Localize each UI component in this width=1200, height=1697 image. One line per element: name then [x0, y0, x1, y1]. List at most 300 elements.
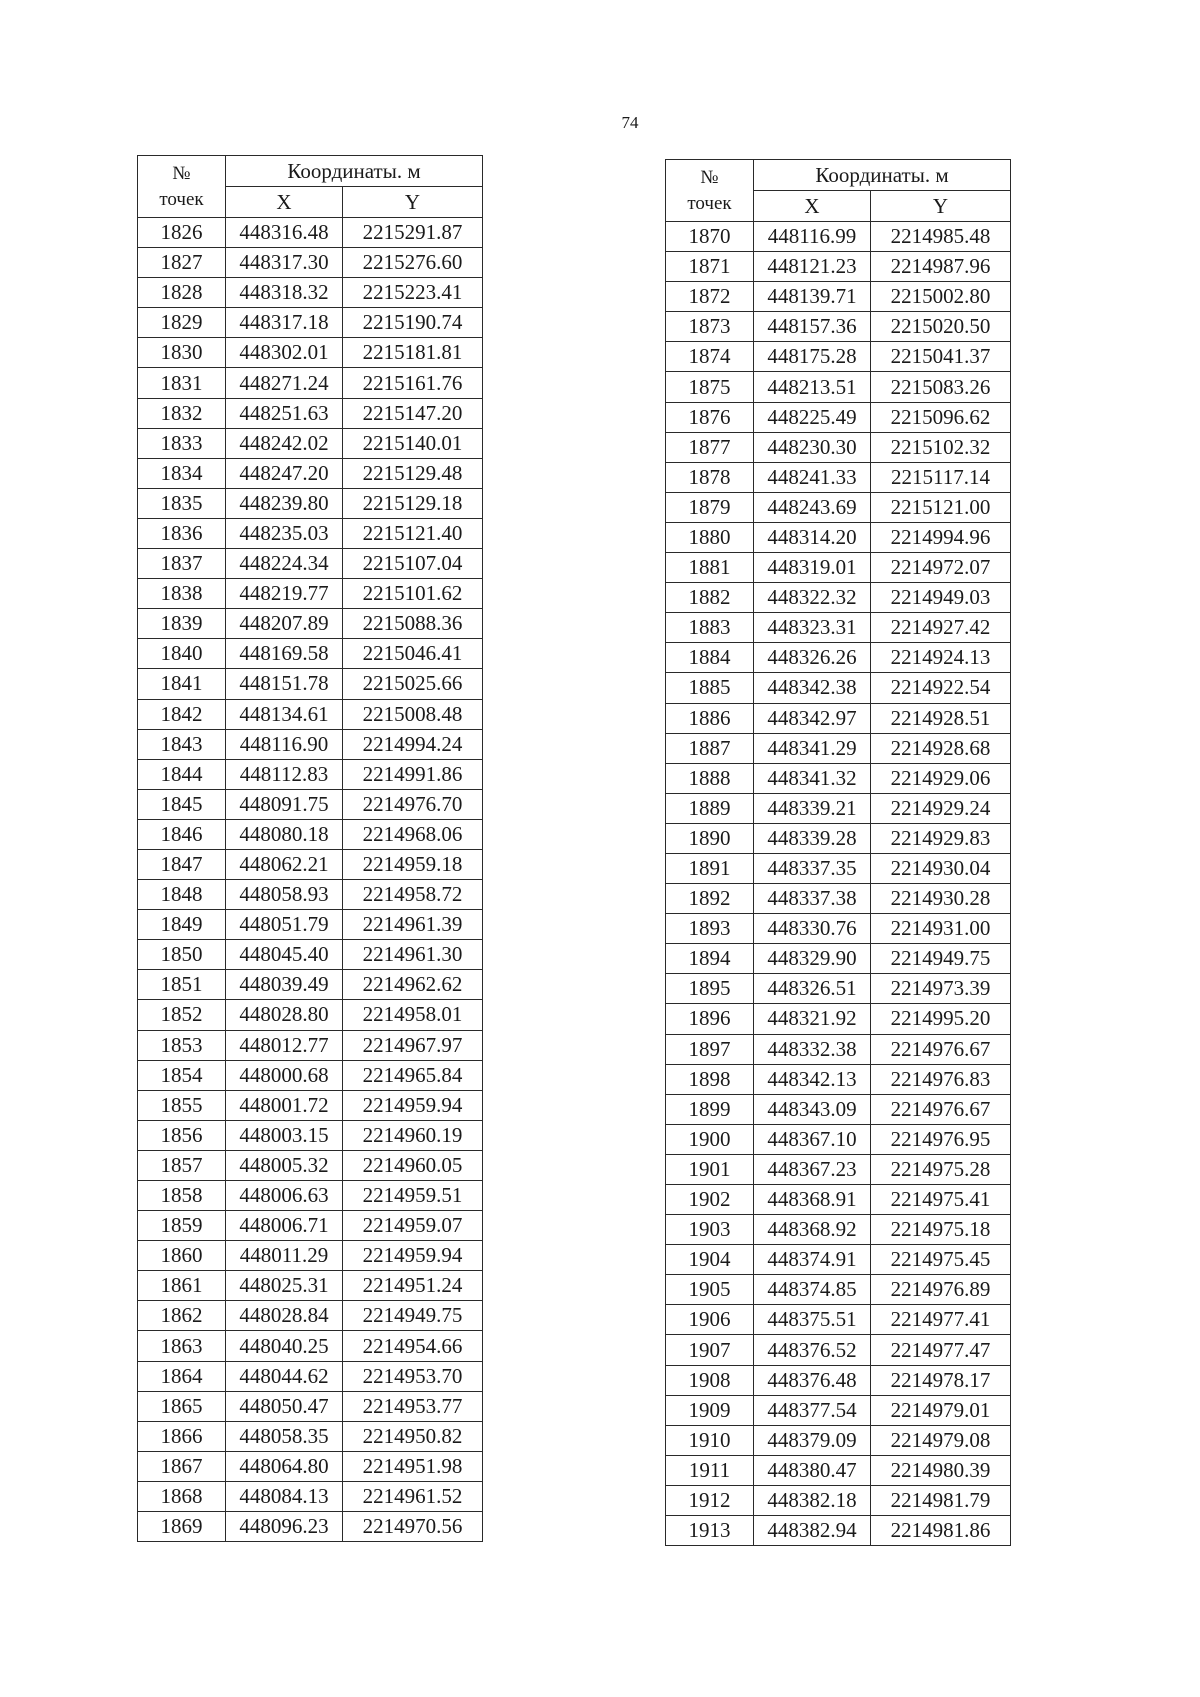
y-coordinate-cell: 2214961.52	[343, 1481, 483, 1511]
x-coordinate-cell: 448239.80	[226, 488, 343, 518]
point-number-cell: 1884	[666, 643, 754, 673]
point-number-cell: 1852	[138, 1000, 226, 1030]
x-coordinate-cell: 448379.09	[754, 1425, 871, 1455]
table-row	[138, 1000, 483, 1030]
x-coordinate-cell: 448302.01	[226, 338, 343, 368]
x-coordinate-cell: 448116.90	[226, 729, 343, 759]
x-coordinate-cell: 448368.92	[754, 1215, 871, 1245]
y-coordinate-cell: 2214994.24	[343, 729, 483, 759]
y-coordinate-cell: 2214995.20	[871, 1004, 1011, 1034]
x-coordinate-cell: 448207.89	[226, 609, 343, 639]
point-number-cell: 1879	[666, 492, 754, 522]
point-number-cell: 1844	[138, 759, 226, 789]
table-row	[138, 308, 483, 338]
point-number-cell: 1908	[666, 1365, 754, 1395]
x-coordinate-cell: 448213.51	[754, 372, 871, 402]
x-coordinate-cell: 448377.54	[754, 1395, 871, 1425]
y-coordinate-cell: 2215083.26	[871, 372, 1011, 402]
table-row	[666, 462, 1011, 492]
y-coordinate-cell: 2215181.81	[343, 338, 483, 368]
point-number-cell: 1851	[138, 970, 226, 1000]
x-coordinate-cell: 448316.48	[226, 218, 343, 248]
table-row	[666, 1034, 1011, 1064]
point-number-cell: 1830	[138, 338, 226, 368]
y-coordinate-cell: 2215008.48	[343, 699, 483, 729]
x-coordinate-cell: 448251.63	[226, 398, 343, 428]
x-coordinate-cell: 448342.97	[754, 703, 871, 733]
coordinates-header: Координаты. м	[754, 160, 1011, 191]
x-coordinate-cell: 448012.77	[226, 1030, 343, 1060]
table-row	[666, 1365, 1011, 1395]
coordinates-table-left	[137, 155, 483, 1542]
y-coordinate-cell: 2214976.70	[343, 789, 483, 819]
x-coordinate-cell: 448271.24	[226, 368, 343, 398]
y-coordinate-cell: 2215002.80	[871, 282, 1011, 312]
point-number-label: №	[172, 162, 191, 184]
x-coordinate-cell: 448319.01	[754, 553, 871, 583]
x-coordinate-cell: 448367.23	[754, 1154, 871, 1184]
table-row	[138, 699, 483, 729]
point-number-cell: 1872	[666, 282, 754, 312]
y-coordinate-cell: 2214959.18	[343, 849, 483, 879]
point-number-cell: 1910	[666, 1425, 754, 1455]
x-coordinate-cell: 448044.62	[226, 1361, 343, 1391]
point-number-cell: 1902	[666, 1185, 754, 1215]
y-coordinate-cell: 2215046.41	[343, 639, 483, 669]
point-number-header	[666, 160, 754, 222]
y-coordinate-cell: 2214953.77	[343, 1391, 483, 1421]
table-row	[138, 1181, 483, 1211]
x-coordinate-cell: 448382.94	[754, 1516, 871, 1546]
x-coordinate-cell: 448235.03	[226, 518, 343, 548]
point-number-cell: 1870	[666, 222, 754, 252]
point-number-cell: 1835	[138, 488, 226, 518]
table-row	[138, 1211, 483, 1241]
y-header: Y	[871, 191, 1011, 222]
point-number-cell: 1880	[666, 522, 754, 552]
y-coordinate-cell: 2214978.17	[871, 1365, 1011, 1395]
y-coordinate-cell: 2214980.39	[871, 1455, 1011, 1485]
point-number-cell: 1831	[138, 368, 226, 398]
point-number-cell: 1881	[666, 553, 754, 583]
y-coordinate-cell: 2214961.39	[343, 910, 483, 940]
table-row	[138, 1060, 483, 1090]
y-coordinate-cell: 2214953.70	[343, 1361, 483, 1391]
y-coordinate-cell: 2214928.68	[871, 733, 1011, 763]
point-number-cell: 1861	[138, 1271, 226, 1301]
point-number-cell: 1854	[138, 1060, 226, 1090]
point-number-cell: 1865	[138, 1391, 226, 1421]
table-row	[666, 312, 1011, 342]
y-coordinate-cell: 2214950.82	[343, 1421, 483, 1451]
table-row	[138, 1271, 483, 1301]
table-row	[666, 643, 1011, 673]
table-row	[138, 458, 483, 488]
x-coordinate-cell: 448343.09	[754, 1094, 871, 1124]
table-row	[666, 613, 1011, 643]
x-coordinate-cell: 448219.77	[226, 579, 343, 609]
y-coordinate-cell: 2214959.51	[343, 1181, 483, 1211]
x-coordinate-cell: 448058.35	[226, 1421, 343, 1451]
table-row	[666, 763, 1011, 793]
y-coordinate-cell: 2214958.01	[343, 1000, 483, 1030]
point-number-cell: 1911	[666, 1455, 754, 1485]
point-number-cell: 1837	[138, 549, 226, 579]
x-coordinate-cell: 448051.79	[226, 910, 343, 940]
point-number-cell: 1905	[666, 1275, 754, 1305]
point-number-cell: 1856	[138, 1120, 226, 1150]
x-coordinate-cell: 448321.92	[754, 1004, 871, 1034]
y-coordinate-cell: 2214949.03	[871, 583, 1011, 613]
y-coordinate-cell: 2215020.50	[871, 312, 1011, 342]
point-number-cell: 1842	[138, 699, 226, 729]
table-row	[666, 1064, 1011, 1094]
y-coordinate-cell: 2214951.98	[343, 1451, 483, 1481]
x-coordinate-cell: 448382.18	[754, 1485, 871, 1515]
point-number-cell: 1864	[138, 1361, 226, 1391]
x-coordinate-cell: 448121.23	[754, 252, 871, 282]
x-coordinate-cell: 448247.20	[226, 458, 343, 488]
table-row	[666, 673, 1011, 703]
x-coordinate-cell: 448175.28	[754, 342, 871, 372]
x-coordinate-cell: 448317.30	[226, 248, 343, 278]
x-coordinate-cell: 448374.85	[754, 1275, 871, 1305]
y-coordinate-cell: 2214976.95	[871, 1124, 1011, 1154]
point-number-cell: 1874	[666, 342, 754, 372]
table-row	[138, 759, 483, 789]
x-coordinate-cell: 448028.80	[226, 1000, 343, 1030]
point-number-cell: 1847	[138, 849, 226, 879]
y-coordinate-cell: 2214959.94	[343, 1090, 483, 1120]
y-coordinate-cell: 2215096.62	[871, 402, 1011, 432]
x-coordinate-cell: 448116.99	[754, 222, 871, 252]
table-row	[138, 278, 483, 308]
point-number-cell: 1868	[138, 1481, 226, 1511]
y-coordinate-cell: 2214970.56	[343, 1512, 483, 1542]
table-row	[138, 1120, 483, 1150]
point-number-cell: 1862	[138, 1301, 226, 1331]
point-number-cell: 1827	[138, 248, 226, 278]
point-number-cell: 1871	[666, 252, 754, 282]
table-row	[666, 1485, 1011, 1515]
table-row	[138, 609, 483, 639]
x-coordinate-cell: 448050.47	[226, 1391, 343, 1421]
point-number-cell: 1901	[666, 1154, 754, 1184]
table-row	[666, 1425, 1011, 1455]
coordinates-header: Координаты. м	[226, 156, 483, 187]
table-row	[666, 823, 1011, 853]
table-row	[138, 488, 483, 518]
point-number-cell: 1892	[666, 884, 754, 914]
x-coordinate-cell: 448230.30	[754, 432, 871, 462]
y-coordinate-cell: 2214972.07	[871, 553, 1011, 583]
point-number-cell: 1877	[666, 432, 754, 462]
table-row	[666, 1395, 1011, 1425]
y-header: Y	[343, 187, 483, 218]
x-coordinate-cell: 448091.75	[226, 789, 343, 819]
point-number-cell: 1894	[666, 944, 754, 974]
x-coordinate-cell: 448342.38	[754, 673, 871, 703]
table-row	[666, 402, 1011, 432]
y-coordinate-cell: 2214930.28	[871, 884, 1011, 914]
table-row	[138, 398, 483, 428]
x-coordinate-cell: 448011.29	[226, 1241, 343, 1271]
y-coordinate-cell: 2215117.14	[871, 462, 1011, 492]
x-coordinate-cell: 448323.31	[754, 613, 871, 643]
x-coordinate-cell: 448326.51	[754, 974, 871, 1004]
point-number-label-2: точек	[159, 188, 204, 210]
table-row	[666, 793, 1011, 823]
table-row	[666, 492, 1011, 522]
table-row	[138, 940, 483, 970]
point-number-cell: 1885	[666, 673, 754, 703]
table-row	[666, 853, 1011, 883]
table-row	[666, 944, 1011, 974]
point-number-cell: 1840	[138, 639, 226, 669]
point-number-cell: 1876	[666, 402, 754, 432]
table-row	[666, 1305, 1011, 1335]
y-coordinate-cell: 2214991.86	[343, 759, 483, 789]
table-row	[138, 1451, 483, 1481]
y-coordinate-cell: 2214960.19	[343, 1120, 483, 1150]
point-number-cell: 1828	[138, 278, 226, 308]
y-coordinate-cell: 2215121.40	[343, 518, 483, 548]
x-coordinate-cell: 448062.21	[226, 849, 343, 879]
x-coordinate-cell: 448096.23	[226, 1512, 343, 1542]
x-coordinate-cell: 448314.20	[754, 522, 871, 552]
table-row	[666, 432, 1011, 462]
table-row	[666, 372, 1011, 402]
table-row	[138, 1361, 483, 1391]
point-number-cell: 1878	[666, 462, 754, 492]
point-number-cell: 1904	[666, 1245, 754, 1275]
point-number-cell: 1869	[138, 1512, 226, 1542]
y-coordinate-cell: 2214961.30	[343, 940, 483, 970]
x-coordinate-cell: 448039.49	[226, 970, 343, 1000]
table-row	[138, 218, 483, 248]
table-row	[666, 1215, 1011, 1245]
y-coordinate-cell: 2214975.41	[871, 1185, 1011, 1215]
y-coordinate-cell: 2214981.79	[871, 1485, 1011, 1515]
x-coordinate-cell: 448064.80	[226, 1451, 343, 1481]
table-row	[138, 1150, 483, 1180]
point-number-header	[138, 156, 226, 218]
y-coordinate-cell: 2214973.39	[871, 974, 1011, 1004]
point-number-cell: 1889	[666, 793, 754, 823]
point-number-cell: 1875	[666, 372, 754, 402]
x-coordinate-cell: 448005.32	[226, 1150, 343, 1180]
x-coordinate-cell: 448367.10	[754, 1124, 871, 1154]
table-row	[666, 222, 1011, 252]
x-coordinate-cell: 448003.15	[226, 1120, 343, 1150]
table-row	[666, 1154, 1011, 1184]
point-number-cell: 1829	[138, 308, 226, 338]
x-coordinate-cell: 448000.68	[226, 1060, 343, 1090]
y-coordinate-cell: 2214929.83	[871, 823, 1011, 853]
point-number-cell: 1906	[666, 1305, 754, 1335]
y-coordinate-cell: 2215102.32	[871, 432, 1011, 462]
table-row	[666, 703, 1011, 733]
table-row	[138, 910, 483, 940]
page-number: 74	[621, 113, 639, 132]
point-number-cell: 1886	[666, 703, 754, 733]
y-coordinate-cell: 2214987.96	[871, 252, 1011, 282]
y-coordinate-cell: 2214977.41	[871, 1305, 1011, 1335]
table-row	[138, 1331, 483, 1361]
table-row	[138, 338, 483, 368]
point-number-cell: 1843	[138, 729, 226, 759]
table-row	[666, 553, 1011, 583]
table-row	[138, 549, 483, 579]
point-number-cell: 1863	[138, 1331, 226, 1361]
y-coordinate-cell: 2214960.05	[343, 1150, 483, 1180]
table-row	[138, 639, 483, 669]
table-row	[666, 583, 1011, 613]
x-coordinate-cell: 448322.32	[754, 583, 871, 613]
y-coordinate-cell: 2214965.84	[343, 1060, 483, 1090]
y-coordinate-cell: 2215041.37	[871, 342, 1011, 372]
table-row	[138, 729, 483, 759]
x-coordinate-cell: 448028.84	[226, 1301, 343, 1331]
point-number-cell: 1834	[138, 458, 226, 488]
x-coordinate-cell: 448368.91	[754, 1185, 871, 1215]
y-coordinate-cell: 2214959.94	[343, 1241, 483, 1271]
y-coordinate-cell: 2214976.83	[871, 1064, 1011, 1094]
table-row	[138, 1301, 483, 1331]
x-coordinate-cell: 448080.18	[226, 819, 343, 849]
point-number-cell: 1909	[666, 1395, 754, 1425]
x-coordinate-cell: 448339.21	[754, 793, 871, 823]
y-coordinate-cell: 2214928.51	[871, 703, 1011, 733]
y-coordinate-cell: 2214975.18	[871, 1215, 1011, 1245]
table-row	[138, 970, 483, 1000]
y-coordinate-cell: 2214975.45	[871, 1245, 1011, 1275]
y-coordinate-cell: 2214927.42	[871, 613, 1011, 643]
y-coordinate-cell: 2215101.62	[343, 579, 483, 609]
x-coordinate-cell: 448332.38	[754, 1034, 871, 1064]
point-number-cell: 1896	[666, 1004, 754, 1034]
table-row	[138, 579, 483, 609]
x-coordinate-cell: 448376.52	[754, 1335, 871, 1365]
point-number-cell: 1836	[138, 518, 226, 548]
x-coordinate-cell: 448341.32	[754, 763, 871, 793]
x-coordinate-cell: 448025.31	[226, 1271, 343, 1301]
table-row	[666, 522, 1011, 552]
point-number-cell: 1826	[138, 218, 226, 248]
table-row	[138, 1512, 483, 1542]
point-number-cell: 1867	[138, 1451, 226, 1481]
x-coordinate-cell: 448151.78	[226, 669, 343, 699]
x-coordinate-cell: 448224.34	[226, 549, 343, 579]
point-number-cell: 1895	[666, 974, 754, 1004]
table-row	[138, 819, 483, 849]
point-number-cell: 1899	[666, 1094, 754, 1124]
y-coordinate-cell: 2215088.36	[343, 609, 483, 639]
point-number-cell: 1838	[138, 579, 226, 609]
x-header: X	[226, 187, 343, 218]
table-row	[666, 1124, 1011, 1154]
point-number-cell: 1846	[138, 819, 226, 849]
table-row	[666, 1094, 1011, 1124]
point-number-cell: 1858	[138, 1181, 226, 1211]
point-number-cell: 1900	[666, 1124, 754, 1154]
y-coordinate-cell: 2214985.48	[871, 222, 1011, 252]
x-coordinate-cell: 448339.28	[754, 823, 871, 853]
point-number-cell: 1841	[138, 669, 226, 699]
table-row	[138, 880, 483, 910]
x-coordinate-cell: 448326.26	[754, 643, 871, 673]
y-coordinate-cell: 2215161.76	[343, 368, 483, 398]
y-coordinate-cell: 2215107.04	[343, 549, 483, 579]
point-number-cell: 1898	[666, 1064, 754, 1094]
point-number-cell: 1857	[138, 1150, 226, 1180]
point-number-cell: 1845	[138, 789, 226, 819]
y-coordinate-cell: 2215147.20	[343, 398, 483, 428]
y-coordinate-cell: 2214967.97	[343, 1030, 483, 1060]
point-number-cell: 1849	[138, 910, 226, 940]
table-row	[666, 1275, 1011, 1305]
x-coordinate-cell: 448342.13	[754, 1064, 871, 1094]
y-coordinate-cell: 2214929.06	[871, 763, 1011, 793]
x-coordinate-cell: 448058.93	[226, 880, 343, 910]
point-number-cell: 1912	[666, 1485, 754, 1515]
x-coordinate-cell: 448225.49	[754, 402, 871, 432]
table-row	[138, 1391, 483, 1421]
y-coordinate-cell: 2215121.00	[871, 492, 1011, 522]
y-coordinate-cell: 2214976.67	[871, 1094, 1011, 1124]
y-coordinate-cell: 2214931.00	[871, 914, 1011, 944]
table-row	[138, 669, 483, 699]
x-coordinate-cell: 448169.58	[226, 639, 343, 669]
y-coordinate-cell: 2214954.66	[343, 1331, 483, 1361]
table-row	[138, 1241, 483, 1271]
table-row	[138, 849, 483, 879]
table-row	[666, 282, 1011, 312]
table-row	[666, 974, 1011, 1004]
point-number-cell: 1833	[138, 428, 226, 458]
point-number-cell: 1903	[666, 1215, 754, 1245]
table-row	[138, 1090, 483, 1120]
x-coordinate-cell: 448084.13	[226, 1481, 343, 1511]
y-coordinate-cell: 2214930.04	[871, 853, 1011, 883]
x-coordinate-cell: 448380.47	[754, 1455, 871, 1485]
x-coordinate-cell: 448242.02	[226, 428, 343, 458]
table-row	[666, 733, 1011, 763]
table-row	[666, 252, 1011, 282]
y-coordinate-cell: 2214924.13	[871, 643, 1011, 673]
point-number-cell: 1873	[666, 312, 754, 342]
y-coordinate-cell: 2215291.87	[343, 218, 483, 248]
point-number-cell: 1891	[666, 853, 754, 883]
x-coordinate-cell: 448139.71	[754, 282, 871, 312]
x-coordinate-cell: 448337.35	[754, 853, 871, 883]
table-row	[666, 342, 1011, 372]
point-number-cell: 1832	[138, 398, 226, 428]
table-row	[138, 248, 483, 278]
point-number-cell: 1888	[666, 763, 754, 793]
y-coordinate-cell: 2214977.47	[871, 1335, 1011, 1365]
x-coordinate-cell: 448045.40	[226, 940, 343, 970]
x-coordinate-cell: 448376.48	[754, 1365, 871, 1395]
y-coordinate-cell: 2215129.48	[343, 458, 483, 488]
table-row	[138, 368, 483, 398]
y-coordinate-cell: 2214949.75	[343, 1301, 483, 1331]
point-number-cell: 1893	[666, 914, 754, 944]
point-number-cell: 1839	[138, 609, 226, 639]
x-coordinate-cell: 448330.76	[754, 914, 871, 944]
point-number-cell: 1859	[138, 1211, 226, 1241]
table-row	[666, 1185, 1011, 1215]
